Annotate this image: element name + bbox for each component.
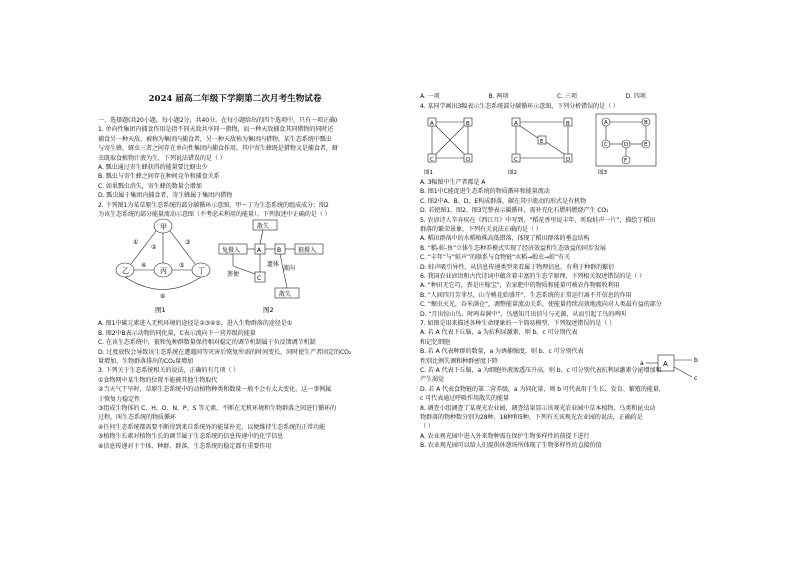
right-lines-body-line: B. 若 A 代表种群的数量，a 为诱捕强度，则 b、c 可分别代表: [420, 348, 584, 356]
right-lines-body-line: （ ）: [420, 423, 434, 431]
q4-f2-node-d: D: [566, 157, 571, 163]
fig2-sanshi-bottom: 散失: [279, 291, 292, 298]
right-lines-body-line: A. 若 A 代表下丘脑，a 为抗利尿激素，则 b、c 可分别代表: [420, 329, 578, 337]
q2-figure-2: [219, 220, 323, 298]
right-lines-body-line: B. 农业观光园可以给人们提供休憩场所体现了生物多样性的直接价值: [420, 442, 602, 450]
q4-f1-caption: 图1: [424, 170, 433, 176]
q4-figures: [420, 114, 694, 176]
right-lines-body-line: 产生渴觉: [420, 376, 444, 384]
right-lines-body-line: D. “月出惊山鸟，时鸣春涧中”，鸟感知月出信号与光源，从而引起了鸟的鸣叫: [420, 310, 627, 318]
right-lines-body-line: A. 农业观光园中进入外来物种需在保护生物多样性的前提下进行: [420, 432, 590, 440]
right-lines-body-line: D. 若使图1、图2、图3完整表示碳循环，需补充化石燃料燃烧产生 CO₂: [420, 207, 609, 215]
left-lines-line: D. 瓢虫属于集团内捕食者，寄生蜂属于集团内猎物: [98, 192, 233, 200]
q4-f3-node-c: C: [604, 142, 608, 148]
left-lines-line: 一、选择题(共20小题，每小题2分，共40分。在每小题给出的四个选项中，只有一项正确): [98, 117, 338, 124]
left-lines-line: ④任何生态系统都需要不断得到来自系统外的能量补充，以便维持生态系统的正常功能: [98, 423, 326, 431]
q4-f2-caption: 图2: [508, 170, 517, 176]
q7-input-a: a: [640, 360, 644, 367]
q4-f1-node-d: D: [466, 157, 471, 163]
left-lines-line: 虫既取食植物汁液为生，下列说法错误的是（ ）: [98, 154, 226, 162]
fig1-edge-6: ⑥: [160, 293, 166, 300]
right-lines-body-line: A. 稻田群落中的水稻植株高低错落，体现了稻田群落的垂直结构: [420, 235, 590, 243]
right-lines-body-line: B. “人间四月芳菲尽，山寺桃花始盛开”，生态系统的正常运行离不开信息的作用: [420, 291, 632, 299]
fig2-B: B: [277, 247, 282, 254]
fig1-edge-2: ②: [151, 244, 157, 251]
fig1-edge-3: ③: [185, 239, 191, 246]
fig2-A: A: [257, 247, 262, 254]
fig1-edge-1: ①: [133, 239, 139, 246]
q7-output-c: c: [694, 375, 698, 382]
q7-output-b: b: [694, 357, 698, 364]
left-lines-line: 于恢复力稳定性: [98, 395, 140, 403]
right-lines-body-line: A. 3幅图中生产者都是 A: [420, 179, 486, 186]
q4-f3-node-e: E: [644, 142, 648, 148]
fig2-sheru: 兔摄入: [222, 247, 241, 254]
left-lines-line: ③组成生物体的 C、H、O、N、P、S 等元素，不断在无机环境和生物群落之间进行循环的: [98, 405, 336, 412]
left-lines-line: D. 过度放牧会导致该生态系统在遭遇同等灾害后恢复所需的时间变长，同时使生产者固定的CO₂: [98, 348, 352, 356]
fig2-shuju: 狼摄入: [298, 247, 317, 254]
q4-f3-node-d: D: [624, 142, 629, 148]
left-lines-line: 1. 单向性集团内捕食作用是指不同天敌共享同一猎物，而一种天敌捕食其同猎物的同时还: [98, 126, 334, 134]
right-lines-body-line: B. “稻-蛙-鱼”立体生态种养模式实现了经济效益和生态效益的同步发展: [420, 244, 606, 252]
right-lines-body-line: C. “丰年”与“蛙声”的联系与食物链“水稻→蝗虫→蛙”有关: [420, 254, 571, 262]
fig1-edge-4: ④: [141, 262, 147, 269]
right-lines-body-line: 7. 如图是用来描述各种生命现象的一个简易模型，下列叙述错误的是（ ）: [420, 320, 616, 327]
left-lines-line: A. 图1中碳元素进入无机环境的途径是②③④⑤，进入生物群落的途径是①: [98, 320, 293, 328]
q3-option-b: B. 两项: [488, 93, 509, 100]
q4-f1-node-c: C: [430, 157, 434, 163]
fig2-liuxiang: 流向: [283, 265, 296, 272]
right-lines-body-line: 6. 我国农业谚语和古代诗词中蕴含着丰富的生态学原理，下列相关叙述错误的是（ ）: [420, 273, 646, 280]
q4-f3-node-a: A: [604, 120, 608, 126]
fig2-C: C: [257, 275, 262, 282]
q7-box-a: A: [663, 360, 668, 368]
right-lines-body-line: D. 若 A 代表食物链的第二营养级，a 为同化量，则 b 可代表用于生长、发育、繁殖的能量，: [420, 385, 665, 393]
right-lines-body-line: 性别比例失调和种群密度下降: [420, 357, 498, 365]
q4-f2-node-b: B: [566, 121, 570, 127]
q4-f2-node-a: A: [514, 121, 518, 127]
left-lines-line: B. 瓢虫与寄生蜂之间存在种间竞争和捕食关系: [98, 173, 220, 181]
q4-f2-node-c: C: [514, 157, 518, 163]
fig1-node-yi: 乙: [122, 267, 129, 275]
right-lines-body-line: 物群落的物种数分别为28种、18种和5种，下列有关该观光农业园的说法，正确的是: [420, 414, 643, 421]
right-lines-body-line: 8. 调查小组调查了某观光农业园，调查结果显示该观光农业园中草本植物、乌类和昆虫动: [420, 404, 656, 412]
q4-f2-node-e: E: [540, 139, 544, 145]
right-lines-body-line: C. “螟虫灭光，谷米满仓”，调整能量流动关系，使能量持续高效地流向对人类最有益的部分: [420, 301, 662, 309]
q4-f3-node-f: F: [624, 158, 628, 164]
left-lines-line: ⑤植物生长素对植物生长的调节属于生态系统的信息传递中的化学信息: [98, 433, 284, 441]
left-lines-line: 量增加，生物群落排出的CO₂量增加: [98, 358, 194, 365]
right-lines-body-line: 5. 农谚诗人辛弃疾在《西江月》中写到，“稻花香里说丰年，听取蛙声一片”，描绘了稻田: [420, 216, 656, 224]
left-lines-line: C. 如果瓢虫消失，寄生蜂的数量会增加: [98, 182, 202, 190]
left-lines-line: B. 图2中B表示动物的同化量，C表示流向下一营养级的能量: [98, 329, 256, 337]
left-lines-line: 为该生态系统的部分能量流动示意图（不考虑未利用的能量）。下列叙述中正确的是（ ）: [98, 211, 331, 218]
fig2-caption: 图2: [263, 306, 274, 314]
fig1-caption: 图1: [155, 306, 166, 314]
fig2-zaoshi: 粪便: [227, 271, 240, 278]
right-lines-body-line: 和记忆细胞: [420, 338, 450, 346]
left-lines-line: 3. 下列关于生态系统相关的说法，正确的有几项（ ）: [98, 367, 240, 375]
left-lines-line: 2. 下列图1为某草原生态系统的部分碳循环示意图，甲～丁为生态系统的组成成分；图2: [98, 201, 329, 209]
fig2-sanshi-top: 散失: [257, 223, 270, 230]
q3-option-a: A. 一项: [420, 93, 440, 100]
fig1-node-ding: 丁: [198, 267, 205, 275]
q7-model: [640, 352, 702, 382]
q3-options: [420, 92, 694, 102]
right-lines-top-line: 4. 某同学画出3幅表示生态系统部分碳循环示意图，下列分析错误的是（ ）: [420, 103, 619, 110]
exam-title: 2024 届高二年级下学期第二次月考生物试卷: [148, 94, 322, 104]
left-lines-line: ⑥信息传递对于个体、种群、群落、生态系统的稳定都有重要作用: [98, 442, 272, 450]
left-lines-line: ②当天气干旱时，草原生态系统中的动植物种类和数量一般不会有太大变化，这一事例属: [98, 386, 332, 394]
right-lines-body-line: 群落的繁荣景象，下列有关说法正确的是（ ）: [420, 226, 542, 233]
q2-figures: [103, 214, 363, 314]
q3-option-c: C. 三项: [557, 93, 577, 100]
q4-f3-node-b: B: [644, 120, 648, 126]
q4-f3-caption: 图3: [598, 170, 607, 176]
q4-f1-node-b: B: [466, 121, 470, 127]
fig1-node-jia: 甲: [160, 223, 167, 231]
right-lines-body-line: C. 图2中A、B、D、E构成群落，碳在其中流动的形式是有机物: [420, 197, 586, 205]
left-lines-line: 捕食另一种天敌，被称为集团内捕食者，另一种天敌称为集团内猎物。某生态系统中瓢虫: [98, 135, 332, 143]
right-lines-body-line: B. 图1中C能促进生态系统的物质循环和能量流动: [420, 188, 550, 196]
left-lines-line: 过程，叫生态系统的物质循环: [98, 414, 176, 422]
fig1-node-bing: 丙: [160, 267, 167, 275]
right-lines-body-line: c 可代表通过呼吸作用散失的能量: [420, 395, 509, 403]
q4-f1-node-a: A: [430, 121, 434, 127]
right-lines-body-line: A. “种田无它巧，粪是庄稼宝”，农家肥中的物质和能量可被农作物吸收利用: [420, 282, 620, 290]
right-lines-body-line: C. 若 A 代表下丘脑，a 为细胞外液渗透压升高，则 b、c 可分别代表抗利尿激素分泌增加和: [420, 367, 662, 374]
right-lines-body-line: D. 蛙声吸引异性，从信息传递类型来看属于物理信息，有利于种群的繁衍: [420, 263, 615, 271]
fig2-tongshi: 遗体: [267, 261, 280, 268]
left-lines-line: A. 瓢虫通过寄生蜂获得的能量要比蚜虫少: [98, 164, 208, 171]
fig1-edge-5: ⑤: [179, 262, 185, 269]
left-lines-line: 与寄生蜂、蚜虫三者之间存在单向性集团内捕食作用。其中寄生蜂既是猎物又是捕食者，蚜: [98, 145, 338, 153]
left-lines-line: ①食物网中某生物的位置不能被其他生物取代: [98, 376, 218, 384]
q3-option-d: D. 四项: [625, 93, 646, 100]
left-lines-line: C. 在该生态系统中，狼和兔种群数量保持相对稳定的调节机制属于负反馈调节机制: [98, 339, 316, 347]
